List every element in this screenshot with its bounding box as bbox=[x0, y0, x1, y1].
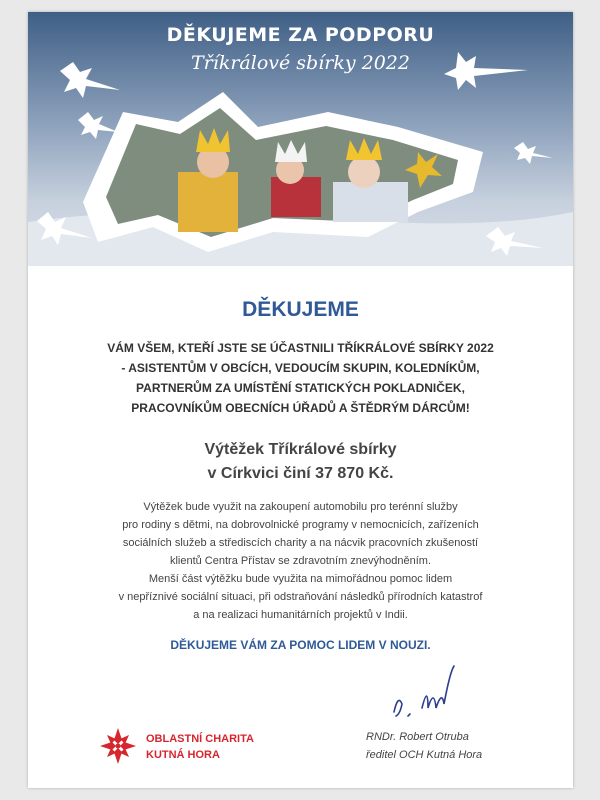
body-line: v nepříznivé sociální situaci, při odstraňování následků přírodních katastrof bbox=[118, 591, 483, 603]
usage-paragraph bbox=[28, 498, 573, 624]
thanks-line: PRACOVNÍKŮM OBECNÍCH ÚŘADŮ A ŠTĚDRÝM DÁRCŮM! bbox=[131, 401, 470, 415]
page-title: DĚKUJEME bbox=[242, 298, 359, 321]
organization-line: KUTNÁ HORA bbox=[146, 749, 220, 761]
proceeds-line: Výtěžek Tříkrálové sbírky bbox=[204, 441, 397, 458]
closing-line: DĚKUJEME VÁM ZA POMOC LIDEM V NOUZI. bbox=[170, 638, 431, 652]
body-line: Výtěžek bude využit na zakoupení automobilu pro terénní služby bbox=[143, 501, 458, 513]
body-line: sociálních služeb a střediscích charity a na nácvik pracovních zkušeností bbox=[122, 537, 479, 549]
body-line: klientů Centra Přístav se zdravotním znevýhodněním. bbox=[169, 555, 432, 567]
body-line: Menší část výtěžku bude využita na mimořádnou pomoc lidem bbox=[148, 573, 453, 585]
photo-banner bbox=[28, 12, 573, 266]
thank-you-poster bbox=[28, 12, 573, 788]
charity-cross-logo bbox=[98, 726, 138, 766]
banner-subtitle: Tříkrálové sbírky 2022 bbox=[190, 52, 410, 74]
banner-title: DĚKUJEME ZA PODPORU bbox=[166, 24, 435, 46]
body-line: a na realizaci humanitárních projektů v Indii. bbox=[193, 609, 408, 621]
signer-name: RNDr. Robert Otruba bbox=[366, 731, 469, 743]
banner-illustration bbox=[28, 12, 573, 266]
thanks-line: PARTNERŮM ZA UMÍSTĚNÍ STATICKÝCH POKLADNIČEK, bbox=[136, 381, 465, 395]
signer-title: ředitel OCH Kutná Hora bbox=[366, 749, 483, 761]
thanks-line: VÁM VŠEM, KTEŘÍ JSTE SE ÚČASTNILI TŘÍKRÁLOVÉ SBÍRKY 2022 bbox=[107, 341, 494, 355]
body-line: pro rodiny s dětmi, na dobrovolnické programy v nemocnicích, zařízeních bbox=[122, 519, 479, 531]
handwritten-signature bbox=[388, 664, 468, 724]
proceeds-statement bbox=[28, 438, 573, 486]
organization-line: OBLASTNÍ CHARITA bbox=[146, 733, 254, 745]
proceeds-line: v Církvici činí 37 870 Kč. bbox=[207, 465, 394, 482]
organization-name bbox=[146, 731, 254, 763]
thanks-paragraph bbox=[28, 338, 573, 418]
signer-block bbox=[366, 728, 482, 764]
thanks-line: - ASISTENTŮM V OBCÍCH, VEDOUCÍM SKUPIN, KOLEDNÍKŮM, bbox=[121, 361, 480, 375]
organization-block bbox=[98, 726, 298, 770]
